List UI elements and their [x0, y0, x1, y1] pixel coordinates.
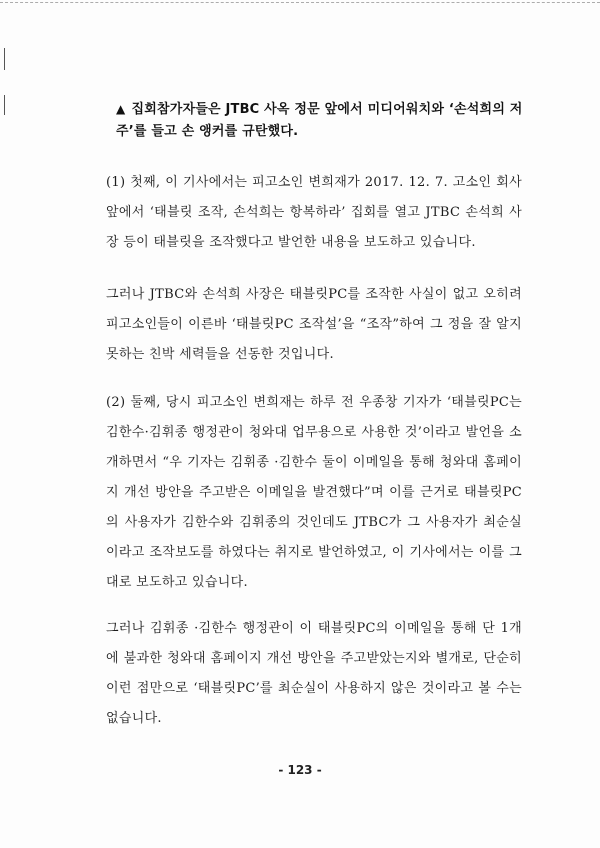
paragraph-first-point: (1) 첫째, 이 기사에서는 피고소인 변희재가 2017. 12. 7. 고소인 회사 앞에서 ‘태블릿 조작, 손석희는 항복하라’ 집회를 열고 JTBC 손석희 사장 등이 태블릿을 조작했다고 발언한 내용을 보도하고 있습니다.: [106, 175, 522, 250]
caption-text: 집회참가자들은 JTBC 사옥 정문 앞에서 미디어워치와 ‘손석희의 저주’를 들고 손 앵커를 규탄했다.: [116, 102, 523, 139]
paragraph-second-rebuttal: 그러나 김휘종 ·김한수 행정관이 이 태블릿PC의 이메일을 통해 단 1개에 불과한 청와대 홈페이지 개선 방안을 주고받았는지와 별개로, 단순히 이런 점만으로 ‘태블릿PC’를 최순실이 사용하지 않은 것이라고 볼 수는 없습니다.: [106, 621, 522, 726]
paragraph-first-rebuttal: 그러나 JTBC와 손석희 사장은 태블릿PC를 조작한 사실이 없고 오히려 피고소인들이 이른바 ‘태블릿PC 조작설’을 “조작”하여 그 정을 잘 알지 못하는 친박 세력들을 선동한 것입니다.: [106, 287, 522, 362]
scan-mark: [4, 48, 5, 70]
paragraph-second-point: (2) 둘째, 당시 피고소인 변희재는 하루 전 우종창 기자가 ‘태블릿PC는 김한수·김휘종 행정관이 청와대 업무용으로 사용한 것’이라고 발언을 소개하면서 “우 기자는 김휘종 ·김한수 둘이 이메일을 통해 청와대 홈페이지 개선 방안을 주고받은 이메일을 발견했다”며 이를 근거로 태블릿PC의 사용자가 김한수와 김휘종의 것인데도 JTBC가 그 사용자가 최순실이라고 조작보도를 하였다는 취지로 발언하였고, 이 기사에서는 이를 그대로 보도하고 있습니다.: [106, 395, 522, 590]
photo-caption: [116, 98, 536, 143]
page-number: - 123 -: [278, 763, 322, 777]
scan-edge: [0, 2, 600, 5]
scan-mark: [4, 95, 5, 115]
triangle-icon: ▲: [116, 102, 126, 116]
